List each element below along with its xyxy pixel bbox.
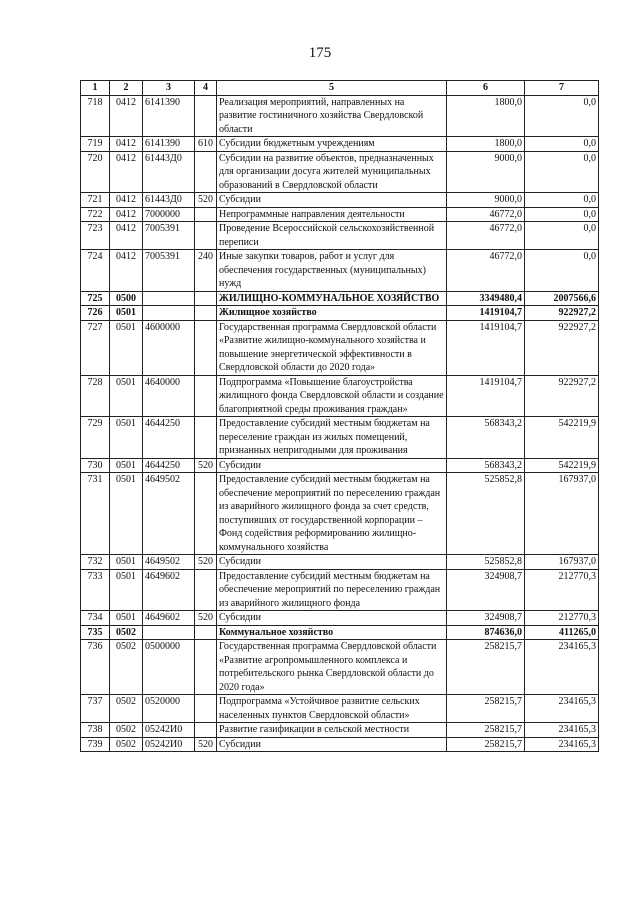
section-code-cell: 0502	[110, 695, 143, 723]
row-number-cell: 722	[81, 207, 110, 222]
section-code-cell: 0412	[110, 222, 143, 250]
amount-col-6-cell: 525852,8	[447, 473, 525, 555]
expense-type-code-cell	[195, 473, 217, 555]
target-item-code-cell: 4649502	[143, 473, 195, 555]
item-name-cell: Субсидии бюджетным учреждениям	[217, 137, 447, 152]
amount-col-6-cell: 1419104,7	[447, 320, 525, 375]
section-code-cell: 0501	[110, 458, 143, 473]
amount-col-6-cell: 258215,7	[447, 723, 525, 738]
table-row	[81, 137, 599, 152]
amount-col-7-cell: 922927,2	[525, 320, 599, 375]
item-name-cell: Подпрограмма «Повышение благоустройства жилищного фонда Свердловской области и создание благоприятной среды проживания граждан»	[217, 375, 447, 417]
amount-col-7-cell: 0,0	[525, 250, 599, 292]
expense-type-code-cell	[195, 625, 217, 640]
table-body	[81, 95, 599, 752]
item-name-cell: ЖИЛИЩНО-КОММУНАЛЬНОЕ ХОЗЯЙСТВО	[217, 291, 447, 306]
section-code-cell: 0502	[110, 640, 143, 695]
section-code-cell: 0412	[110, 193, 143, 208]
section-code-cell: 0412	[110, 250, 143, 292]
table-row	[81, 611, 599, 626]
section-code-cell: 0412	[110, 151, 143, 193]
target-item-code-cell	[143, 291, 195, 306]
amount-col-7-cell: 542219,9	[525, 417, 599, 459]
section-code-cell: 0501	[110, 569, 143, 611]
item-name-cell: Государственная программа Свердловской области «Развитие агропромышленного комплекса и потребительского рынка Свердловской области до 2020 года»	[217, 640, 447, 695]
expense-type-code-cell	[195, 640, 217, 695]
target-item-code-cell: 4649602	[143, 569, 195, 611]
amount-col-7-cell: 922927,2	[525, 306, 599, 321]
amount-col-7-cell: 234165,3	[525, 737, 599, 752]
item-name-cell: Субсидии	[217, 193, 447, 208]
table-row	[81, 417, 599, 459]
table-row	[81, 151, 599, 193]
section-code-cell: 0501	[110, 417, 143, 459]
item-name-cell: Непрограммные направления деятельности	[217, 207, 447, 222]
expense-type-code-cell	[195, 207, 217, 222]
amount-col-7-cell: 0,0	[525, 137, 599, 152]
amount-col-7-cell: 212770,3	[525, 569, 599, 611]
table-row	[81, 306, 599, 321]
page-number: 175	[308, 45, 332, 61]
amount-col-6-cell: 9000,0	[447, 151, 525, 193]
expense-type-code-cell: 520	[195, 611, 217, 626]
item-name-cell: Реализация мероприятий, направленных на развитие гостиничного хозяйства Свердловской области	[217, 95, 447, 137]
item-name-cell: Иные закупки товаров, работ и услуг для обеспечения государственных (муниципальных) нужд	[217, 250, 447, 292]
expense-type-code-cell	[195, 320, 217, 375]
expense-type-code-cell: 520	[195, 737, 217, 752]
target-item-code-cell	[143, 625, 195, 640]
row-number-cell: 727	[81, 320, 110, 375]
amount-col-7-cell: 0,0	[525, 95, 599, 137]
expense-type-code-cell	[195, 695, 217, 723]
amount-col-7-cell: 234165,3	[525, 695, 599, 723]
row-number-cell: 725	[81, 291, 110, 306]
table-row	[81, 207, 599, 222]
item-name-cell: Проведение Всероссийской сельскохозяйственной переписи	[217, 222, 447, 250]
target-item-code-cell: 6141390	[143, 137, 195, 152]
expense-type-code-cell	[195, 95, 217, 137]
item-name-cell: Государственная программа Свердловской области «Развитие жилищно-коммунального хозяйства и повышение энергетической эффективности в Свердловской области до 2020 года»	[217, 320, 447, 375]
row-number-cell: 736	[81, 640, 110, 695]
amount-col-6-cell: 874636,0	[447, 625, 525, 640]
row-number-cell: 738	[81, 723, 110, 738]
section-code-cell: 0502	[110, 737, 143, 752]
amount-col-7-cell: 212770,3	[525, 611, 599, 626]
target-item-code-cell: 6141390	[143, 95, 195, 137]
section-code-cell: 0501	[110, 555, 143, 570]
target-item-code-cell: 4600000	[143, 320, 195, 375]
section-code-cell: 0501	[110, 375, 143, 417]
section-code-cell: 0502	[110, 625, 143, 640]
item-name-cell: Развитие газификации в сельской местности	[217, 723, 447, 738]
header-col-4: 4	[195, 81, 217, 96]
expense-type-code-cell	[195, 569, 217, 611]
table-row	[81, 625, 599, 640]
amount-col-7-cell: 167937,0	[525, 555, 599, 570]
table-row	[81, 95, 599, 137]
item-name-cell: Субсидии	[217, 737, 447, 752]
amount-col-7-cell: 234165,3	[525, 723, 599, 738]
expense-type-code-cell	[195, 723, 217, 738]
amount-col-6-cell: 324908,7	[447, 569, 525, 611]
amount-col-6-cell: 1419104,7	[447, 306, 525, 321]
target-item-code-cell: 4640000	[143, 375, 195, 417]
table-row	[81, 222, 599, 250]
section-code-cell: 0501	[110, 306, 143, 321]
amount-col-7-cell: 0,0	[525, 193, 599, 208]
amount-col-6-cell: 1419104,7	[447, 375, 525, 417]
expense-type-code-cell: 520	[195, 555, 217, 570]
item-name-cell: Субсидии	[217, 611, 447, 626]
target-item-code-cell: 4649502	[143, 555, 195, 570]
row-number-cell: 732	[81, 555, 110, 570]
amount-col-7-cell: 922927,2	[525, 375, 599, 417]
row-number-cell: 731	[81, 473, 110, 555]
section-code-cell: 0502	[110, 723, 143, 738]
amount-col-7-cell: 411265,0	[525, 625, 599, 640]
table-row	[81, 375, 599, 417]
target-item-code-cell: 7005391	[143, 250, 195, 292]
amount-col-6-cell: 568343,2	[447, 417, 525, 459]
header-col-6: 6	[447, 81, 525, 96]
table-row	[81, 695, 599, 723]
target-item-code-cell: 7005391	[143, 222, 195, 250]
target-item-code-cell	[143, 306, 195, 321]
amount-col-7-cell: 0,0	[525, 222, 599, 250]
amount-col-6-cell: 1800,0	[447, 95, 525, 137]
section-code-cell: 0501	[110, 611, 143, 626]
table-row	[81, 569, 599, 611]
row-number-cell: 739	[81, 737, 110, 752]
table-row	[81, 723, 599, 738]
table-row	[81, 320, 599, 375]
section-code-cell: 0500	[110, 291, 143, 306]
item-name-cell: Субсидии	[217, 555, 447, 570]
expense-type-code-cell	[195, 417, 217, 459]
amount-col-6-cell: 46772,0	[447, 222, 525, 250]
target-item-code-cell: 0500000	[143, 640, 195, 695]
item-name-cell: Предоставление субсидий местным бюджетам на обеспечение мероприятий по переселению граждан из аварийного жилищного фонда	[217, 569, 447, 611]
row-number-cell: 719	[81, 137, 110, 152]
amount-col-6-cell: 324908,7	[447, 611, 525, 626]
expense-type-code-cell	[195, 151, 217, 193]
target-item-code-cell: 4644250	[143, 458, 195, 473]
header-col-3: 3	[143, 81, 195, 96]
table-row	[81, 193, 599, 208]
row-number-cell: 728	[81, 375, 110, 417]
target-item-code-cell: 4649602	[143, 611, 195, 626]
amount-col-6-cell: 9000,0	[447, 193, 525, 208]
target-item-code-cell: 61443Д0	[143, 193, 195, 208]
amount-col-6-cell: 525852,8	[447, 555, 525, 570]
expense-type-code-cell: 610	[195, 137, 217, 152]
target-item-code-cell: 61443Д0	[143, 151, 195, 193]
section-code-cell: 0412	[110, 137, 143, 152]
header-col-5: 5	[217, 81, 447, 96]
table-row	[81, 458, 599, 473]
expense-type-code-cell: 240	[195, 250, 217, 292]
section-code-cell: 0412	[110, 207, 143, 222]
table-row	[81, 555, 599, 570]
table-row	[81, 737, 599, 752]
amount-col-6-cell: 258215,7	[447, 640, 525, 695]
amount-col-7-cell: 167937,0	[525, 473, 599, 555]
table-row	[81, 291, 599, 306]
header-col-7: 7	[525, 81, 599, 96]
item-name-cell: Жилищное хозяйство	[217, 306, 447, 321]
amount-col-6-cell: 258215,7	[447, 737, 525, 752]
amount-col-6-cell: 46772,0	[447, 207, 525, 222]
amount-col-7-cell: 2007566,6	[525, 291, 599, 306]
item-name-cell: Коммунальное хозяйство	[217, 625, 447, 640]
section-code-cell: 0501	[110, 473, 143, 555]
row-number-cell: 726	[81, 306, 110, 321]
section-code-cell: 0501	[110, 320, 143, 375]
expense-type-code-cell: 520	[195, 193, 217, 208]
amount-col-6-cell: 568343,2	[447, 458, 525, 473]
expense-type-code-cell	[195, 291, 217, 306]
budget-table	[80, 80, 599, 752]
amount-col-7-cell: 0,0	[525, 151, 599, 193]
row-number-cell: 724	[81, 250, 110, 292]
row-number-cell: 723	[81, 222, 110, 250]
target-item-code-cell: 0520000	[143, 695, 195, 723]
row-number-cell: 734	[81, 611, 110, 626]
row-number-cell: 735	[81, 625, 110, 640]
row-number-cell: 720	[81, 151, 110, 193]
target-item-code-cell: 05242И0	[143, 723, 195, 738]
target-item-code-cell: 4644250	[143, 417, 195, 459]
amount-col-7-cell: 542219,9	[525, 458, 599, 473]
row-number-cell: 718	[81, 95, 110, 137]
item-name-cell: Предоставление субсидий местным бюджетам на переселение граждан из жилых помещений, признанных непригодными для проживания	[217, 417, 447, 459]
expense-type-code-cell	[195, 306, 217, 321]
row-number-cell: 733	[81, 569, 110, 611]
amount-col-7-cell: 234165,3	[525, 640, 599, 695]
amount-col-6-cell: 3349480,4	[447, 291, 525, 306]
item-name-cell: Подпрограмма «Устойчивое развитие сельских населенных пунктов Свердловской области»	[217, 695, 447, 723]
amount-col-6-cell: 1800,0	[447, 137, 525, 152]
expense-type-code-cell	[195, 375, 217, 417]
item-name-cell: Субсидии	[217, 458, 447, 473]
target-item-code-cell: 7000000	[143, 207, 195, 222]
row-number-cell: 730	[81, 458, 110, 473]
item-name-cell: Предоставление субсидий местным бюджетам на обеспечение мероприятий по переселению граждан из аварийного жилищного фонда за счет средств, поступивших от государственной корпорации – Фонд содействия реформированию жилищно-коммунального хозяйства	[217, 473, 447, 555]
expense-type-code-cell: 520	[195, 458, 217, 473]
row-number-cell: 721	[81, 193, 110, 208]
header-col-2: 2	[110, 81, 143, 96]
header-col-1: 1	[81, 81, 110, 96]
section-code-cell: 0412	[110, 95, 143, 137]
amount-col-6-cell: 46772,0	[447, 250, 525, 292]
target-item-code-cell: 05242И0	[143, 737, 195, 752]
table-row	[81, 640, 599, 695]
row-number-cell: 737	[81, 695, 110, 723]
row-number-cell: 729	[81, 417, 110, 459]
expense-type-code-cell	[195, 222, 217, 250]
table-row	[81, 473, 599, 555]
item-name-cell: Субсидии на развитие объектов, предназначенных для организации досуга жителей муниципальных образований в Свердловской области	[217, 151, 447, 193]
amount-col-7-cell: 0,0	[525, 207, 599, 222]
header-row	[81, 81, 599, 96]
table-row	[81, 250, 599, 292]
amount-col-6-cell: 258215,7	[447, 695, 525, 723]
